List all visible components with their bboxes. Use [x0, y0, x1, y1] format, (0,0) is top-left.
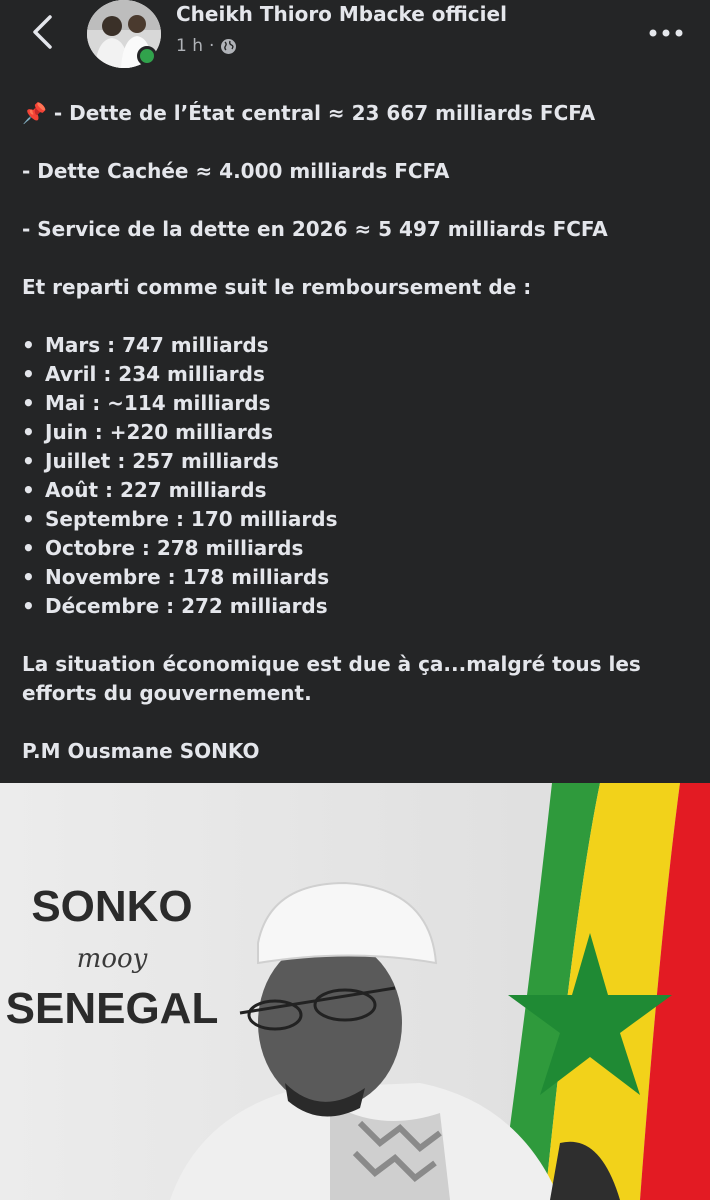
post-time[interactable]: 1 h	[176, 36, 203, 56]
chevron-left-icon[interactable]	[30, 14, 56, 50]
repayment-list	[22, 331, 688, 621]
image-title-bottom: SENEGAL	[5, 984, 219, 1033]
list-item: • Septembre : 170 milliards	[22, 505, 688, 534]
globe-icon	[220, 38, 237, 55]
post-line-1-text: - Dette de l’État central ≈ 23 667 milliards FCFA	[46, 101, 596, 125]
post-line-1	[22, 99, 688, 128]
list-item: • Décembre : 272 milliards	[22, 592, 688, 621]
post-meta	[176, 36, 237, 56]
author-name[interactable]: Cheikh Thioro Mbacke officiel	[176, 2, 507, 26]
post-line-3: - Service de la dette en 2026 ≈ 5 497 milliards FCFA	[22, 217, 608, 241]
image-title-mid: mooy	[76, 944, 148, 974]
list-item: • Juin : +220 milliards	[22, 418, 688, 447]
post-intro: Et reparti comme suit le remboursement de :	[22, 275, 532, 299]
list-item: • Novembre : 178 milliards	[22, 563, 688, 592]
post-line-2: - Dette Cachée ≈ 4.000 milliards FCFA	[22, 159, 450, 183]
list-item: • Juillet : 257 milliards	[22, 447, 688, 476]
post-image-graphic	[0, 783, 710, 1200]
list-item: • Avril : 234 milliards	[22, 360, 688, 389]
list-item: • Août : 227 milliards	[22, 476, 688, 505]
meta-separator: ·	[209, 36, 215, 56]
post-header	[0, 0, 710, 75]
post-body	[0, 75, 710, 766]
list-item: • Mars : 747 milliards	[22, 331, 688, 360]
online-status-dot	[137, 46, 157, 66]
more-dots-icon[interactable]	[648, 26, 684, 40]
image-title-top: SONKO	[31, 882, 193, 931]
post-image[interactable]	[0, 783, 710, 1200]
pin-icon: 📌	[22, 101, 47, 125]
post-closing: La situation économique est due à ça...malgré tous les efforts du gouvernement.	[22, 652, 641, 705]
list-item: • Octobre : 278 milliards	[22, 534, 688, 563]
post-signature: P.M Ousmane SONKO	[22, 739, 260, 763]
list-item: • Mai : ~114 milliards	[22, 389, 688, 418]
